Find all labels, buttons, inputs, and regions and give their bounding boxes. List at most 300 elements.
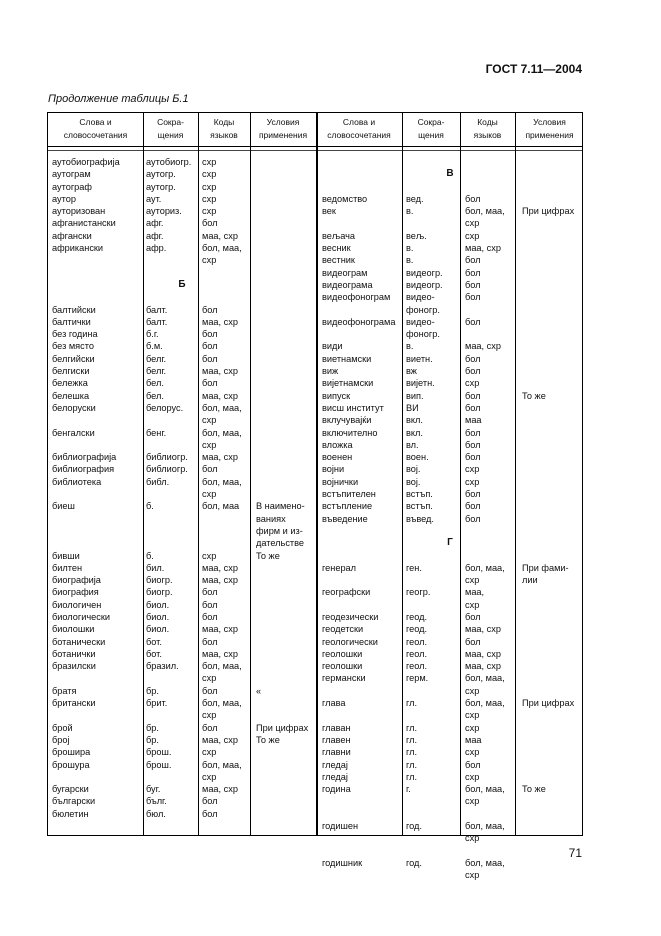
abbr-cell: гл. (406, 747, 418, 758)
abbr-cell: вој. (406, 476, 421, 487)
code-cell: бол (465, 193, 481, 204)
word-cell: глава (322, 698, 346, 709)
word-cell: ботанички (52, 648, 96, 659)
table-row (316, 476, 584, 488)
abbr-cell: бел. (146, 378, 164, 389)
word-cell: встъпителен (322, 489, 376, 500)
code-cell: бол (202, 329, 218, 340)
code-cell: схр (465, 464, 480, 475)
code-cell: бол, маа, (202, 402, 242, 413)
word-cell: белгийски (52, 353, 95, 364)
table-row (48, 427, 316, 439)
word-cell: вклучувајќи (322, 415, 372, 426)
word-cell: брошура (52, 759, 90, 770)
table-row (48, 488, 316, 500)
abbr-cell: белорус. (146, 402, 184, 413)
word-cell: ботанически (52, 636, 106, 647)
condition-cell: При цифрах (522, 698, 575, 709)
condition-cell: При фами- (522, 562, 569, 573)
abbr-cell: год. (406, 857, 422, 868)
code-cell: бол, маа, (465, 821, 505, 832)
word-cell: библиотека (52, 476, 102, 487)
abbr-cell: бил. (146, 562, 165, 573)
table-row (48, 513, 316, 525)
abbr-cell: аутогр. (146, 169, 176, 180)
code-cell: схр (465, 218, 480, 229)
table-row (48, 709, 316, 721)
table-row (48, 365, 316, 377)
word-cell: встъпление (322, 501, 373, 512)
abbr-cell: аутобиогр. (146, 157, 192, 167)
table-row (48, 390, 316, 402)
table-row (316, 623, 584, 635)
abbr-cell: видеогр. (406, 279, 443, 290)
code-cell: бол (465, 267, 481, 278)
abbr-cell: фоногр. (406, 304, 440, 315)
code-cell: схр (465, 710, 480, 721)
code-cell: бол (465, 353, 481, 364)
code-cell: схр (202, 206, 217, 217)
table-row (48, 746, 316, 758)
word-cell: вложка (322, 439, 353, 450)
table-row (48, 181, 316, 193)
table-row (48, 414, 316, 426)
word-cell: биография (52, 587, 99, 598)
table-row (48, 205, 316, 217)
abbr-cell: брит. (146, 698, 168, 709)
table-row (316, 316, 584, 328)
table-row (316, 599, 584, 611)
code-cell: схр (465, 378, 480, 389)
word-cell: бразилски (52, 661, 96, 672)
code-cell: бол (202, 722, 218, 733)
code-cell: схр (202, 169, 217, 180)
table-row (316, 759, 584, 771)
section-letter: В (446, 168, 454, 180)
table-row (316, 771, 584, 783)
code-cell: маа, схр (202, 452, 238, 463)
header-rule-2 (48, 150, 582, 151)
word-cell: аутор (52, 193, 76, 204)
word-cell: военен (322, 452, 353, 463)
table-row (316, 795, 584, 807)
condition-cell: лии (522, 575, 538, 586)
code-cell: маа, схр (465, 243, 501, 254)
code-cell: бол (202, 808, 218, 819)
abbr-cell: фоногр. (406, 329, 440, 340)
abbr-cell: вж (406, 366, 417, 377)
word-cell: весник (322, 243, 351, 254)
abbr-cell: балт. (146, 304, 168, 315)
code-cell: бол (465, 636, 481, 647)
table-row (316, 402, 584, 414)
abbr-cell: в. (406, 341, 414, 352)
code-cell: бол, маа, (465, 673, 505, 684)
word-cell: висш институт (322, 402, 384, 413)
abbr-cell: библ. (146, 476, 170, 487)
code-cell: бол (465, 759, 481, 770)
condition-cell: При цифрах (522, 206, 575, 217)
code-cell: бол (202, 353, 218, 364)
abbr-cell: брош. (146, 759, 172, 770)
abbr-cell: бел. (146, 390, 164, 401)
header-words: Слова и словосочетания (327, 117, 391, 140)
word-cell: без година (52, 329, 98, 340)
abbr-cell: г. (406, 784, 411, 795)
abbr-cell: ауториз. (146, 206, 182, 217)
abbr-cell: вељ. (406, 230, 427, 241)
code-cell: бол (465, 279, 481, 290)
word-cell: библиографија (52, 452, 117, 463)
table-row (48, 193, 316, 205)
table-row (48, 525, 316, 537)
code-cell: схр (465, 599, 480, 610)
word-cell: геологически (322, 636, 378, 647)
abbr-cell: белг. (146, 366, 167, 377)
code-cell: маа, схр (202, 390, 238, 401)
condition-cell: дательстве (256, 538, 305, 549)
code-cell: маа (465, 734, 482, 745)
header-codes: Коды языков (210, 117, 238, 140)
code-cell: схр (202, 193, 217, 204)
table-row (48, 377, 316, 389)
abbr-cell: воен. (406, 452, 429, 463)
word-cell: ведомство (322, 193, 368, 204)
table-row (316, 869, 584, 881)
code-cell: бол (202, 587, 218, 598)
word-cell: годишен (322, 821, 359, 832)
section-letter: Г (447, 537, 453, 549)
table-row (316, 414, 584, 426)
code-cell: бол (202, 599, 218, 610)
code-cell: схр (202, 550, 217, 561)
word-cell: војни (322, 464, 345, 475)
code-cell: маа, схр (465, 661, 501, 672)
table-row (48, 795, 316, 807)
right-column (316, 156, 584, 882)
abbr-cell: вкл. (406, 415, 423, 426)
table-row (48, 156, 316, 168)
table-row (316, 279, 584, 291)
abbr-cell: гл. (406, 722, 418, 733)
code-cell: схр (465, 771, 480, 782)
table-row (316, 353, 584, 365)
code-cell: бол (202, 611, 218, 622)
code-cell: бол, маа, (465, 857, 505, 868)
table-row (316, 636, 584, 648)
code-cell: бол, маа, (202, 476, 242, 487)
table-row (316, 709, 584, 721)
header-abbr: Сокра- щения (157, 117, 184, 140)
code-cell: бол (202, 378, 218, 389)
code-cell: маа, схр (202, 624, 238, 635)
abbr-cell: гл. (406, 759, 418, 770)
condition-cell: ваниях (256, 513, 286, 524)
table-row (48, 230, 316, 242)
code-cell: бол (202, 796, 218, 807)
table-row (316, 672, 584, 684)
code-cell: схр (202, 710, 217, 721)
table-row (316, 242, 584, 254)
code-cell: бол (465, 427, 481, 438)
table-row (316, 451, 584, 463)
word-cell: бюлетин (52, 808, 89, 819)
word-cell: главни (322, 747, 351, 758)
table-row (48, 697, 316, 709)
word-cell: генерал (322, 562, 357, 573)
code-cell: бол (202, 304, 218, 315)
table-row (316, 500, 584, 512)
word-cell: белгиски (52, 366, 90, 377)
abbr-cell: геод. (406, 624, 428, 635)
word-cell: въведение (322, 513, 368, 524)
abbr-cell: вкл. (406, 427, 423, 438)
code-cell: маа, схр (202, 366, 238, 377)
code-cell: схр (465, 870, 480, 881)
word-cell: бугарски (52, 784, 89, 795)
abbr-cell: год. (406, 821, 422, 832)
abbr-cell: библиогр. (146, 464, 188, 475)
word-cell: биеш (52, 501, 75, 512)
word-cell: виж (322, 366, 339, 377)
word-cell: биолошки (52, 624, 95, 635)
table-row (316, 267, 584, 279)
code-cell: бол (465, 292, 481, 303)
word-cell: видеофонограм (322, 292, 391, 303)
table-row (316, 832, 584, 844)
table-row (48, 254, 316, 266)
table-row (48, 451, 316, 463)
code-cell: схр (202, 255, 217, 266)
abbr-cell: гл. (406, 771, 418, 782)
abbr-cell: аут. (146, 193, 162, 204)
code-cell: маа, схр (202, 648, 238, 659)
code-cell: схр (202, 673, 217, 684)
table-row (316, 648, 584, 660)
table-row (316, 205, 584, 217)
word-cell: без място (52, 341, 94, 352)
table-row (316, 550, 584, 562)
abbr-cell: бразил. (146, 661, 179, 672)
abbr-cell: бълг. (146, 796, 167, 807)
abbr-cell: гл. (406, 734, 418, 745)
word-cell: аутограм (52, 169, 91, 180)
table-row (48, 808, 316, 820)
code-cell: бол, маа, (202, 759, 242, 770)
table-row (48, 537, 316, 549)
word-cell: брой (52, 722, 73, 733)
abbr-cell: б. (146, 550, 154, 561)
code-cell: бол (465, 611, 481, 622)
word-cell: гледај (322, 771, 348, 782)
header-rule (48, 146, 582, 147)
table-row (316, 156, 584, 168)
table-row (48, 439, 316, 451)
condition-cell: То же (256, 550, 280, 561)
table-row (48, 586, 316, 598)
code-cell: схр (202, 439, 217, 450)
word-cell: век (322, 206, 336, 217)
table-row (316, 611, 584, 623)
table-row (48, 463, 316, 475)
code-cell: маа, схр (202, 784, 238, 795)
code-cell: схр (202, 181, 217, 192)
table-row (48, 722, 316, 734)
abbr-cell: в. (406, 206, 414, 217)
abbr-cell: бот. (146, 648, 162, 659)
header-conditions: Условия применения (258, 117, 308, 140)
table-row (316, 513, 584, 525)
abbr-cell: ген. (406, 562, 422, 573)
abbr-cell: биогр. (146, 575, 173, 586)
header-abbr: Сокра- щения (417, 117, 445, 140)
code-cell: бол, маа (202, 501, 240, 512)
code-cell: бол (465, 366, 481, 377)
abbr-cell: брош. (146, 747, 172, 758)
abbr-cell: ВИ (406, 402, 419, 413)
code-cell: маа, схр (465, 624, 501, 635)
code-cell: бол (465, 489, 481, 500)
word-cell: випуск (322, 390, 351, 401)
word-cell: български (52, 796, 96, 807)
table-row (316, 304, 584, 316)
code-cell: бол, маа, (202, 243, 242, 254)
word-cell: британски (52, 698, 96, 709)
code-cell: маа, схр (202, 230, 238, 241)
abbr-cell: видеогр. (406, 267, 443, 278)
table-row (48, 402, 316, 414)
word-cell: билтен (52, 562, 83, 573)
code-cell: бол (465, 316, 481, 327)
table-row (48, 783, 316, 795)
code-cell: бол, маа, (202, 427, 242, 438)
code-cell: схр (202, 157, 217, 167)
table-row (316, 291, 584, 303)
abbr-cell: афг. (146, 218, 164, 229)
table-row (48, 328, 316, 340)
condition-cell: При цифрах (256, 722, 309, 733)
table-row (316, 193, 584, 205)
word-cell: биологичен (52, 599, 102, 610)
abbr-cell: биол. (146, 599, 170, 610)
abbr-cell: бенг. (146, 427, 167, 438)
table-row (48, 623, 316, 635)
code-cell: схр (465, 722, 480, 733)
code-cell: схр (202, 415, 217, 426)
table-row (48, 660, 316, 672)
abbr-cell: геод. (406, 611, 428, 622)
code-cell: маа (465, 415, 482, 426)
table-row (316, 254, 584, 266)
abbr-cell: вл. (406, 439, 419, 450)
section-letter: Б (178, 278, 186, 290)
word-cell: геодетски (322, 624, 364, 635)
code-cell: бол (465, 402, 481, 413)
abbr-cell: гл. (406, 698, 418, 709)
table-row (48, 267, 316, 279)
abbr-cell: афг. (146, 230, 164, 241)
table-row (316, 181, 584, 193)
word-cell: види (322, 341, 343, 352)
table-row (48, 734, 316, 746)
condition-cell: То же (256, 734, 280, 745)
code-cell: бол, маа, (465, 206, 505, 217)
page-number: 71 (568, 846, 582, 860)
code-cell: бол, маа, (202, 698, 242, 709)
code-cell: бол (465, 452, 481, 463)
table-row (316, 586, 584, 598)
abbr-cell: буг. (146, 784, 161, 795)
code-cell: бол (202, 218, 218, 229)
abbr-cell: бюл. (146, 808, 166, 819)
table-row (48, 304, 316, 316)
word-cell: аутограф (52, 181, 92, 192)
table-row (316, 697, 584, 709)
abbr-cell: въвед. (406, 513, 434, 524)
table-row (316, 377, 584, 389)
word-cell: геолошки (322, 648, 363, 659)
word-cell: белешка (52, 390, 90, 401)
word-cell: аутобиографија (52, 157, 120, 167)
code-cell: маа, (465, 587, 485, 598)
header-codes: Коды языков (473, 117, 502, 140)
condition-cell: В наимено- (256, 501, 305, 512)
code-cell: схр (465, 476, 480, 487)
table-row (48, 291, 316, 303)
table-row (316, 390, 584, 402)
abbr-cell: в. (406, 243, 414, 254)
word-cell: биографија (52, 575, 101, 586)
abbr-cell: виетн. (406, 353, 433, 364)
abbr-cell: герм. (406, 673, 429, 684)
table-row (316, 439, 584, 451)
table-row (316, 783, 584, 795)
table-row (316, 562, 584, 574)
word-cell: балтички (52, 316, 91, 327)
word-cell: африкански (52, 243, 104, 254)
word-cell: геодезически (322, 611, 379, 622)
table-caption: Продолжение таблицы Б.1 (48, 93, 189, 105)
word-cell: включително (322, 427, 378, 438)
word-cell: видеограм (322, 267, 368, 278)
abbr-cell: бр. (146, 722, 159, 733)
table-row (48, 242, 316, 254)
abbr-cell: биол. (146, 624, 170, 635)
table-row (316, 808, 584, 820)
abbr-cell: видео- (406, 292, 435, 303)
code-cell: бол (465, 390, 481, 401)
code-cell: бол (465, 439, 481, 450)
table-row (48, 340, 316, 352)
word-cell: вестник (322, 255, 355, 266)
table-row (316, 427, 584, 439)
code-cell: маа, схр (465, 341, 501, 352)
left-column (48, 156, 316, 820)
word-cell: видеограма (322, 279, 373, 290)
header-conditions: Условия применения (525, 117, 574, 140)
code-cell: бол (202, 636, 218, 647)
word-cell: братя (52, 685, 77, 696)
word-cell: главан (322, 722, 351, 733)
code-cell: схр (465, 575, 480, 586)
table-row (316, 328, 584, 340)
abbr-cell: геогр. (406, 587, 431, 598)
word-cell: вијетнамски (322, 378, 374, 389)
word-cell: војнички (322, 476, 359, 487)
table-row (48, 648, 316, 660)
abbr-cell: встъп. (406, 489, 433, 500)
code-cell: бол, маа, (465, 562, 505, 573)
